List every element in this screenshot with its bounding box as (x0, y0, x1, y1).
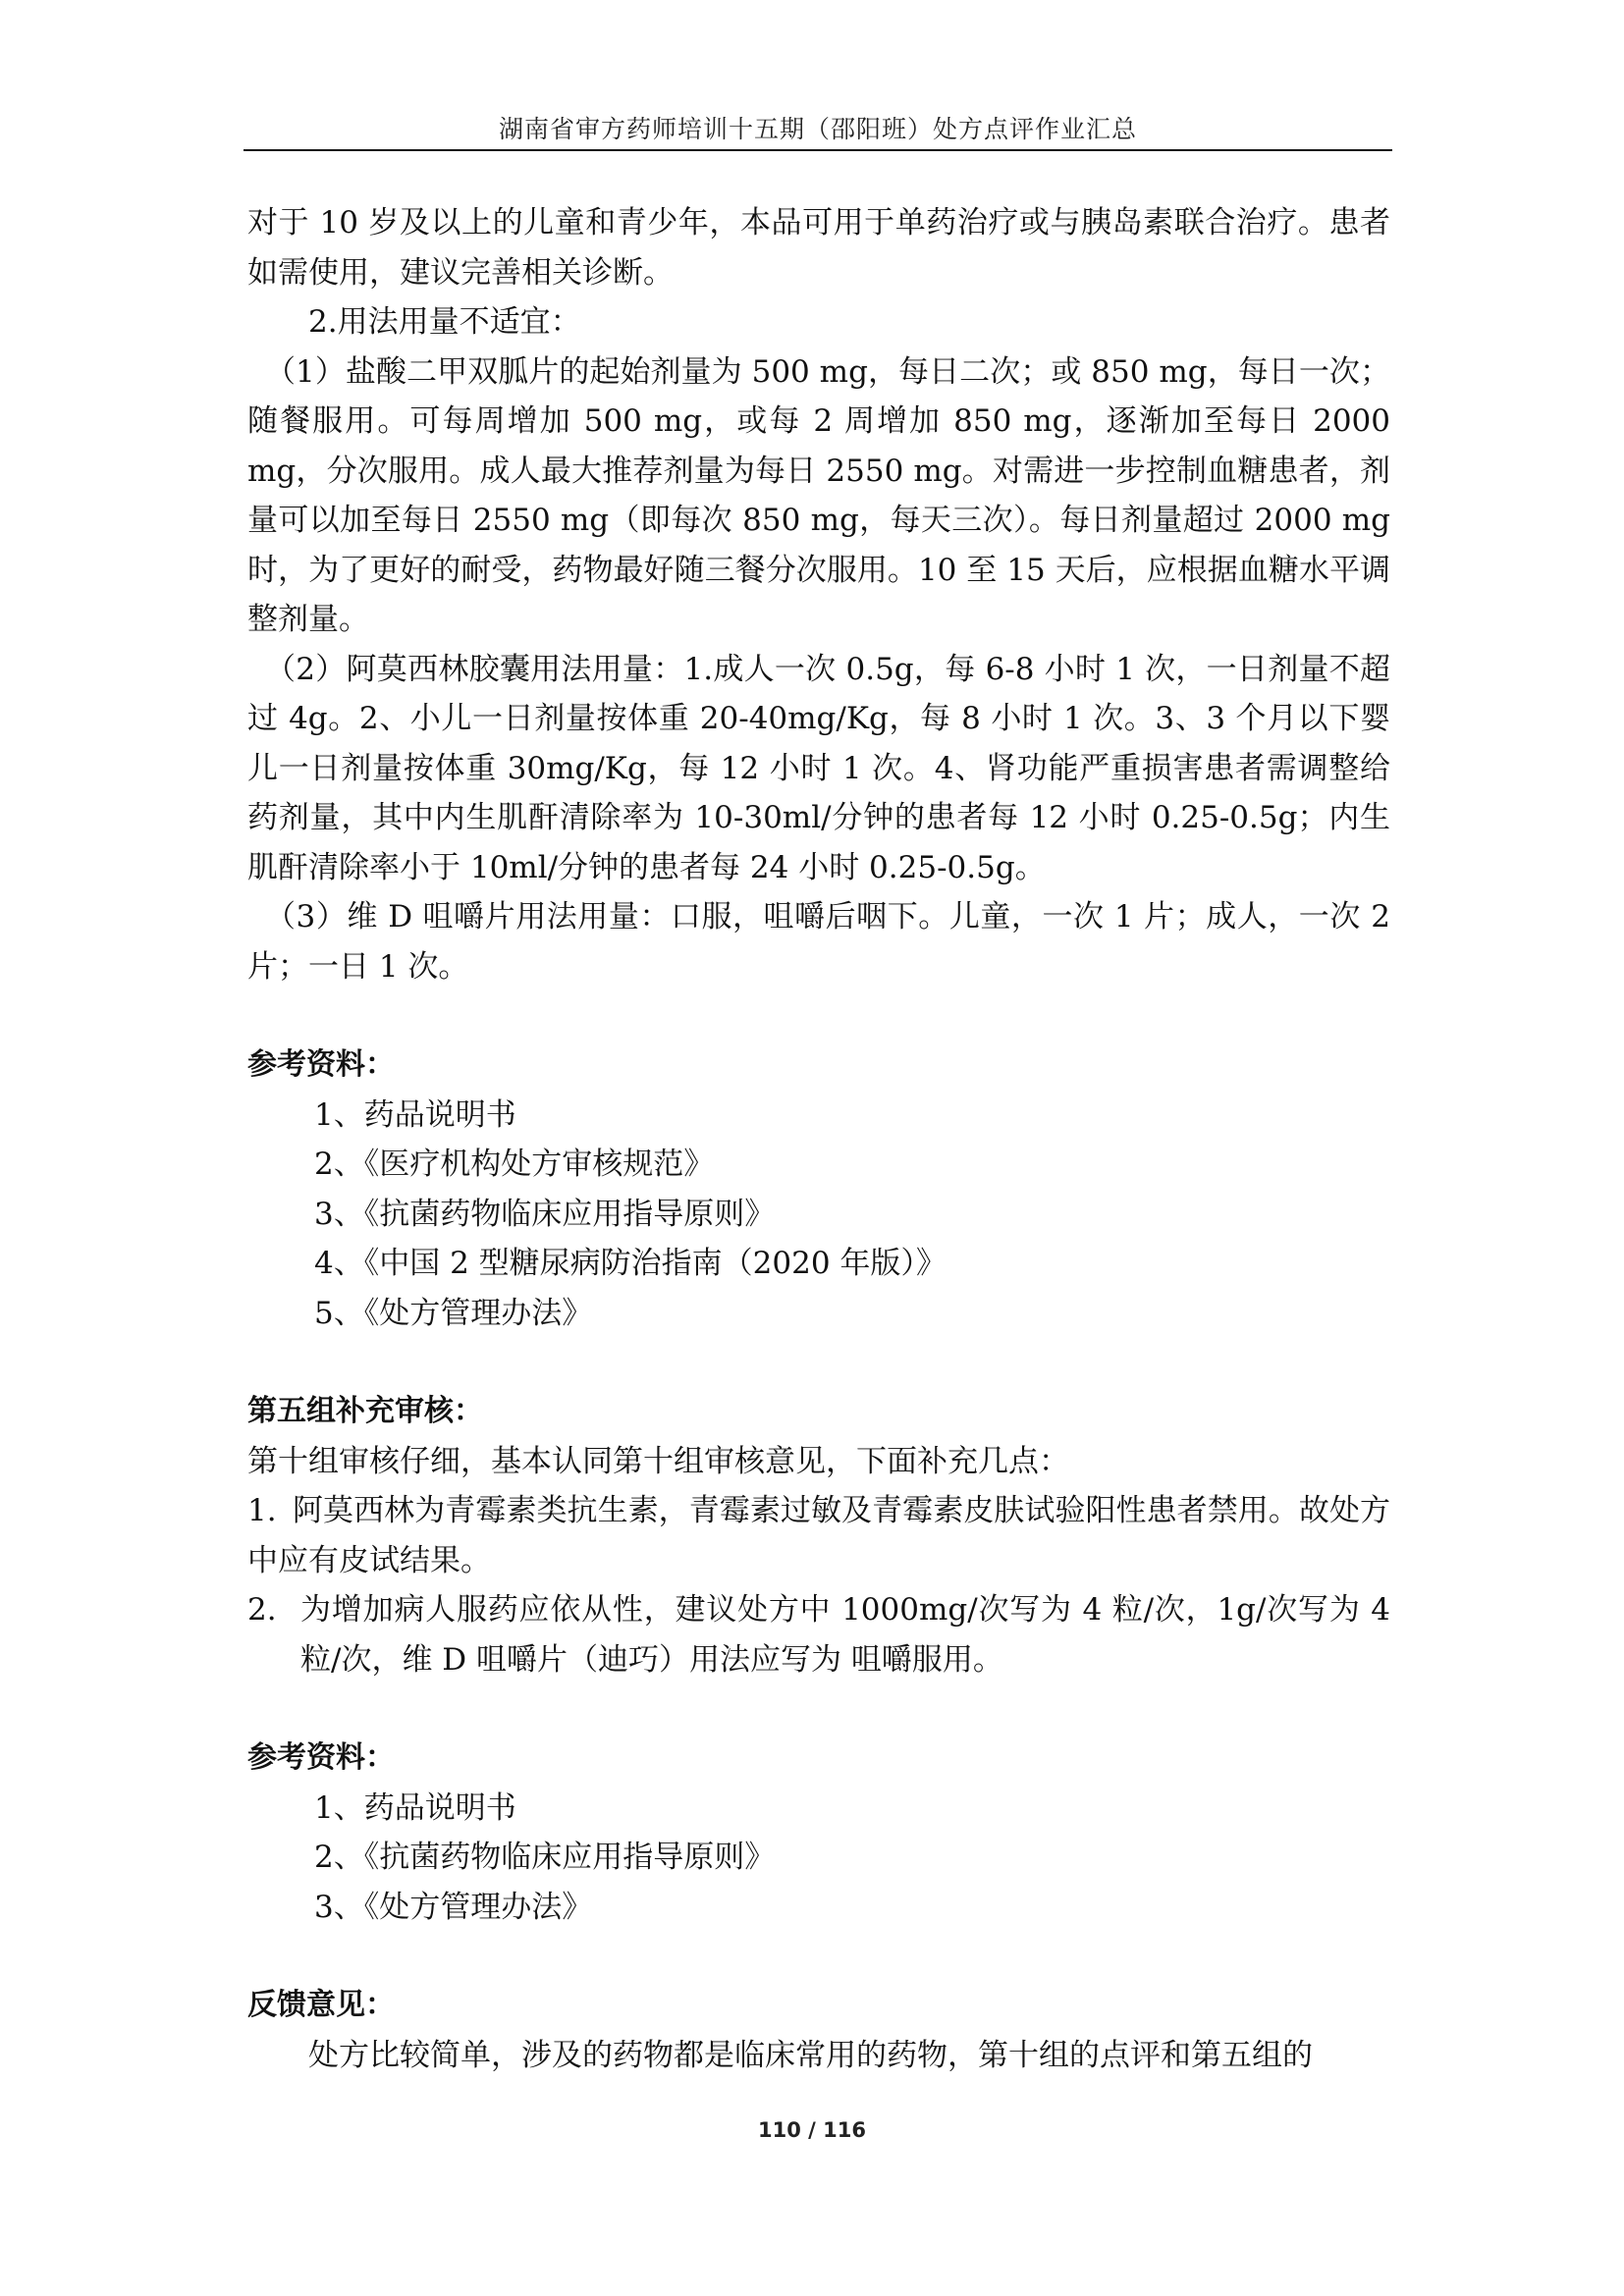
dose-vitamin-d: （3）维 D 咀嚼片用法用量：口服，咀嚼后咽下。儿童，一次 1 片；成人，一次 2 片；一日 1 次。 (247, 899, 1390, 985)
point-number: 2. (247, 1592, 277, 1628)
group5-intro: 第十组审核仔细，基本认同第十组审核意见，下面补充几点： (247, 1443, 1069, 1479)
feedback-text: 处方比较简单，涉及的药物都是临床常用的药物，第十组的点评和第五组的 (308, 2037, 1313, 2073)
reference-item: 5、《处方管理办法》 (314, 1295, 593, 1331)
reference-item: 3、《抗菌药物临床应用指导原则》 (314, 1196, 776, 1232)
point-text: 阿莫西林为青霉素类抗生素，青霉素过敏及青霉素皮肤试验阳性患者禁用。故处方中应有皮试结果。 (247, 1493, 1390, 1578)
references-heading: 参考资料： (247, 1047, 395, 1082)
paragraph-age-indication: 对于 10 岁及以上的儿童和青少年，本品可用于单药治疗或与胰岛素联合治疗。患者如需使用，建议完善相关诊断。 (247, 205, 1390, 291)
page-number: 110 / 116 (758, 2118, 866, 2142)
group5-point (247, 1585, 1390, 1684)
reference-item: 4、《中国 2 型糖尿病防治指南（2020 年版）》 (314, 1246, 947, 1281)
reference-item: 1、药品说明书 (314, 1789, 516, 1826)
header-rule (244, 149, 1392, 151)
reference-item: 2、《抗菌药物临床应用指导原则》 (314, 1840, 776, 1875)
reference-item: 1、药品说明书 (314, 1096, 516, 1133)
point-number: 1. (247, 1493, 277, 1528)
dose-section-title: 2.用法用量不适宜： (308, 304, 581, 340)
feedback-heading: 反馈意见： (247, 1988, 395, 2022)
group5-point (247, 1486, 1390, 1585)
references-heading-2: 参考资料： (247, 1740, 395, 1775)
point-text: 为增加病人服药应依从性，建议处方中 1000mg/次写为 4 粒/次，1g/次写为 4 粒/次，维 D 咀嚼片（迪巧）用法应写为 咀嚼服用。 (300, 1592, 1390, 1678)
dose-amoxicillin: （2）阿莫西林胶囊用法用量：1.成人一次 0.5g，每 6-8 小时 1 次，一日剂量不超过 4g。2、小儿一日剂量按体重 20-40mg/Kg，每 8 小时 1 次。3、3 个月以下婴儿一日剂量按体重 30mg/Kg，每 12 小时 1 次。4、肾功能严重损害患者需调整给药剂量，其中内生肌酐清除率为 10-30ml/分钟的患者每 12 小时 0.25-0.5g；内生肌酐清除率小于 10ml/分钟的患者每 24 小时 0.25-0.5g。 (247, 651, 1390, 885)
group5-heading: 第五组补充审核： (247, 1394, 483, 1428)
reference-item: 3、《处方管理办法》 (314, 1889, 593, 1925)
dose-metformin: （1）盐酸二甲双胍片的起始剂量为 500 mg，每日二次；或 850 mg，每日一次；随餐服用。可每周增加 500 mg，或每 2 周增加 850 mg，逐渐加至每日 2000 mg，分次服用。成人最大推荐剂量为每日 2550 mg。对需进一步控制血糖患者，剂量可以加至每日 2550 mg（即每次 850 mg，每天三次）。每日剂量超过 2000 mg 时，为了更好的耐受，药物最好随三餐分次服用。10 至 15 天后，应根据血糖水平调整剂量。 (247, 353, 1390, 637)
reference-item: 2、《医疗机构处方审核规范》 (314, 1147, 715, 1182)
document-body (247, 198, 1390, 2080)
page-header-title: 湖南省审方药师培训十五期（邵阳班）处方点评作业汇总 (498, 115, 1137, 143)
